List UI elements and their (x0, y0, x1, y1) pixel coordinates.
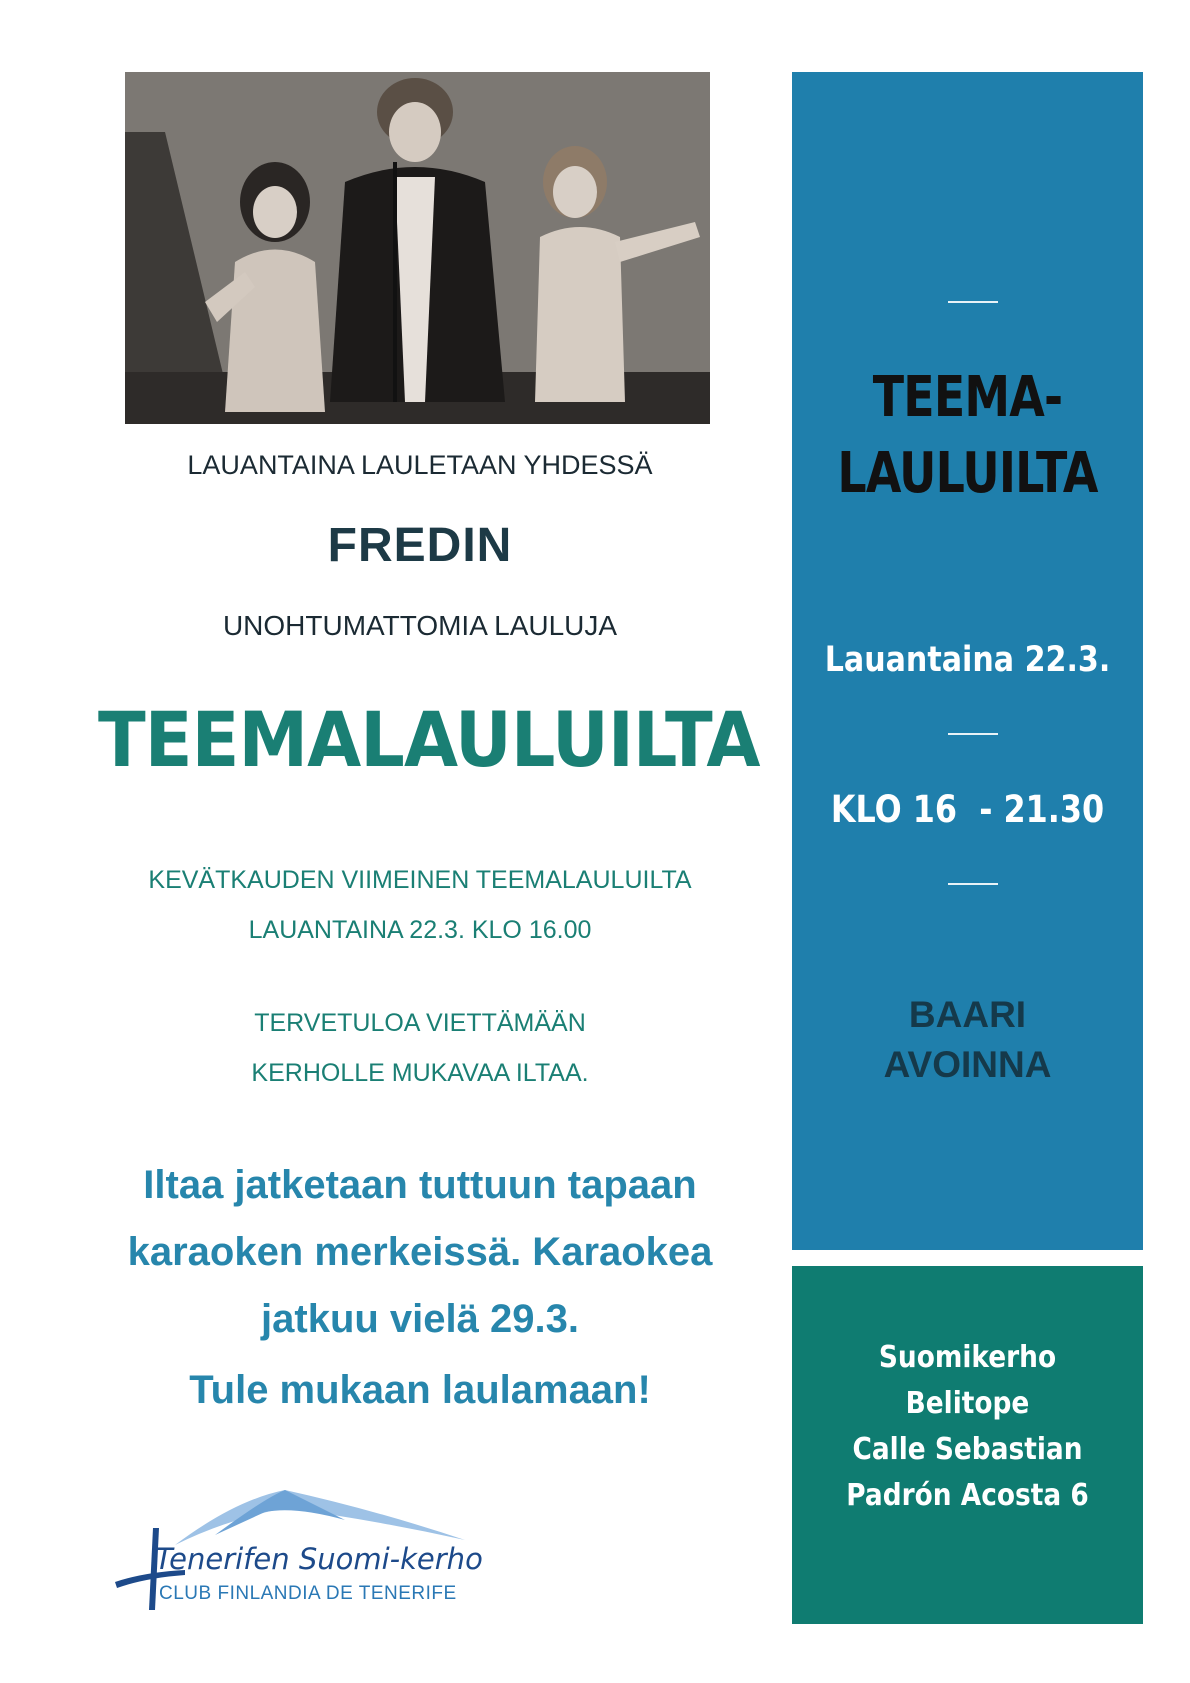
karaoke-text (70, 1152, 770, 1353)
welcome-text (70, 998, 770, 1098)
event-title: TEEMALAULUILTA (98, 695, 760, 784)
panel-title (824, 360, 1112, 512)
bar-line-2: AVOINNA (883, 1044, 1052, 1085)
panel-date: Lauantaina 22.3. (824, 640, 1111, 680)
karaoke-line-1: Iltaa jatketaan tuttuun tapaan (143, 1163, 697, 1207)
intro-text: LAUANTAINA LAULETAAN YHDESSÄ (187, 450, 653, 480)
venue-line-4: Padrón Acosta 6 (846, 1478, 1089, 1513)
event-photo (125, 72, 710, 424)
subtitle-text: UNOHTUMATTOMIA LAULUJA (222, 610, 618, 641)
event-details (70, 855, 770, 955)
logo-name: Tenerifen Suomi-kerho (155, 1542, 483, 1576)
venue-address (813, 1335, 1122, 1519)
venue-line-3: Calle Sebastian (852, 1432, 1083, 1467)
divider (948, 883, 998, 885)
venue-line-2: Belitope (905, 1386, 1030, 1421)
karaoke-line-3: jatkuu vielä 29.3. (261, 1297, 579, 1341)
bar-line-1: BAARI (908, 994, 1027, 1035)
club-logo (115, 1480, 483, 1610)
performers-photo-illustration (125, 72, 710, 424)
venue-line-1: Suomikerho (878, 1340, 1057, 1375)
bar-open-text (792, 990, 1143, 1090)
panel-title-line-1: TEEMA- (872, 365, 1063, 430)
panel-title-line-2: LAULUILTA (837, 441, 1098, 506)
karaoke-line-2: karaoken merkeissä. Karaokea (127, 1230, 713, 1274)
divider (948, 733, 998, 735)
details-line-1: KEVÄTKAUDEN VIIMEINEN TEEMALAULUILTA (148, 866, 692, 894)
artist-name: FREDIN (327, 519, 513, 572)
panel-time: KLO 16 - 21.30 (830, 788, 1105, 831)
divider (948, 301, 998, 303)
call-to-action: Tule mukaan laulamaan! (189, 1368, 651, 1412)
welcome-line-1: TERVETULOA VIETTÄMÄÄN (254, 1009, 586, 1037)
logo-subtitle: CLUB FINLANDIA DE TENERIFE (159, 1583, 457, 1604)
details-line-2: LAUANTAINA 22.3. KLO 16.00 (248, 916, 592, 944)
welcome-line-2: KERHOLLE MUKAVAA ILTAA. (251, 1059, 589, 1087)
